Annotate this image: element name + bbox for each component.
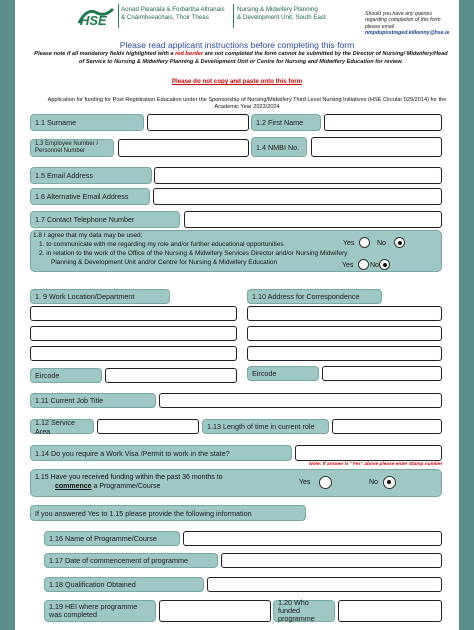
- correspondence-address-input-1[interactable]: [247, 306, 442, 321]
- correspondence-eircode-label: Eircode: [247, 366, 319, 381]
- length-in-role-input[interactable]: [332, 419, 442, 434]
- if-yes-note: If you answered Yes to 1.15 please provide the following information: [30, 505, 306, 521]
- nmbi-no-label: 1.4 NMBI No.: [251, 137, 307, 157]
- work-location-input-3[interactable]: [30, 346, 237, 361]
- consent-1-text: 1. to communicate with me regarding my role and/or further educational opportunities: [39, 241, 284, 248]
- work-visa-label: 1.14 Do you require a Work Visa /Permit to work in the state?: [30, 445, 292, 461]
- who-funded-label: [273, 600, 335, 622]
- org-english-name: [237, 6, 326, 21]
- work-location-input-2[interactable]: [30, 326, 237, 341]
- org-english-line-1: Nursing & Midwifery Planning: [237, 6, 318, 13]
- current-job-title-label: 1.11 Current Job Title: [30, 393, 156, 408]
- mandatory-note-text: Please note if all mandatory fields highlighted with a: [34, 51, 176, 57]
- first-name-input[interactable]: [324, 114, 442, 131]
- email-input[interactable]: [154, 167, 442, 184]
- svg-text:HSE: HSE: [80, 13, 107, 27]
- work-location-label: 1. 9 Work Location/Department: [30, 289, 170, 304]
- header-divider-left: [118, 4, 119, 28]
- org-irish-name: [121, 6, 225, 21]
- correspondence-eircode-input[interactable]: [322, 366, 442, 381]
- funding-question-line-1: 1.15 Have you received funding within the past 36 months to: [35, 474, 223, 481]
- consent-1-yes-label: Yes: [343, 240, 355, 247]
- programme-course-label: 1.16 Name of Programme/Course: [44, 531, 180, 546]
- service-area-input[interactable]: [97, 419, 199, 434]
- hei-label-line-1: 1.19 HEI where programme: [49, 602, 138, 611]
- consent-2-no-label: No: [370, 262, 379, 269]
- phone-input[interactable]: [184, 211, 442, 228]
- application-title: Application for funding for Post Registration Education under the Sponsorship of Nursing/Midwifery Third Level Nursing Initiatives (HSE Circular 029/2014) for the Academic Year 2023/2024: [47, 97, 447, 110]
- mandatory-note-text-rest: are not completed the form cannot be submitted by the Director of Nursing/ Midwifery/Head of Service to Nursing & Midwifery Planning & Development Unit or Centre for Nursing and Midwifery Education for review.: [79, 51, 448, 65]
- query-note-line-3: please email: [365, 23, 395, 30]
- qualification-label: 1.18 Qualification Obtained: [44, 577, 204, 592]
- work-visa-input[interactable]: [295, 445, 442, 461]
- service-area-label: 1.12 Service Area: [30, 419, 94, 434]
- work-eircode-label: Eircode: [30, 368, 102, 383]
- hse-logo-icon: [77, 5, 115, 27]
- employee-number-label: [30, 139, 114, 157]
- email-label: 1.5 Email Address: [30, 167, 152, 184]
- mandatory-note: [31, 51, 451, 66]
- employee-number-input[interactable]: [118, 139, 249, 157]
- consent-intro: 1.8 I agree that my data may be used;: [33, 232, 143, 239]
- consent-2-yes-radio[interactable]: [358, 259, 369, 270]
- funding-yes-radio[interactable]: [319, 476, 332, 489]
- work-location-input-1[interactable]: [30, 306, 237, 321]
- qualification-input[interactable]: [207, 577, 442, 592]
- funding-no-label: No: [369, 479, 378, 486]
- current-job-title-input[interactable]: [159, 393, 442, 408]
- consent-2-text-line-2: Planning & Development Unit and/or Centre for Nursing & Midwifery Education: [51, 259, 278, 266]
- visa-note: Note: If answer is "Yes" above please enter Stamp number: [309, 462, 443, 467]
- hei-input[interactable]: [159, 600, 271, 622]
- surname-input[interactable]: [147, 114, 249, 131]
- no-copy-note: Please do not copy and paste onto this form: [171, 78, 303, 85]
- correspondence-address-label: 1.10 Address for Correspondence: [247, 289, 382, 304]
- consent-1-no-label: No: [377, 240, 386, 247]
- alt-email-input[interactable]: [153, 188, 442, 205]
- org-irish-line-1: Aonad Pleanála & Forbartha Altranais: [121, 6, 225, 13]
- instructions-title[interactable]: Please read applicant instructions before completing this form: [119, 40, 355, 50]
- date-commencement-label: 1.17 Date of commencement of programme: [44, 553, 218, 568]
- nmbi-no-input[interactable]: [311, 137, 442, 157]
- phone-label: 1.7 Contact Telephone Number: [30, 211, 180, 228]
- first-name-label: 1.2 First Name: [251, 114, 321, 131]
- org-english-line-2: & Development Unit, South East: [237, 13, 326, 21]
- funding-question-line-2: [55, 483, 160, 490]
- funding-yes-label: Yes: [299, 479, 311, 486]
- who-funded-label-line-1: 1.20 Who funded: [278, 598, 309, 615]
- length-in-role-label: 1.13 Length of time in current role: [202, 419, 329, 434]
- date-commencement-input[interactable]: [221, 553, 442, 568]
- funding-question-commence: commence: [55, 483, 92, 490]
- consent-1-yes-radio[interactable]: [359, 237, 370, 248]
- consent-2-yes-label: Yes: [342, 262, 354, 269]
- consent-2-no-radio[interactable]: [379, 259, 390, 270]
- consent-1-no-radio[interactable]: [394, 237, 405, 248]
- surname-label: 1.1 Surname: [30, 114, 144, 131]
- correspondence-address-input-3[interactable]: [247, 346, 442, 361]
- employee-number-label-line-2: Personnel Number: [35, 148, 86, 154]
- hei-label-line-2: was completed: [49, 610, 97, 619]
- org-irish-line-2: & Cnáimhseachais, Thoir Theas: [121, 13, 209, 21]
- work-eircode-input[interactable]: [105, 368, 237, 383]
- hse-logo: [77, 5, 115, 27]
- query-note: [365, 11, 459, 36]
- mandatory-note-red: red border: [175, 51, 204, 57]
- query-note-line-2: regarding completion of this form: [365, 17, 441, 24]
- who-funded-input[interactable]: [338, 600, 442, 622]
- programme-course-input[interactable]: [183, 531, 442, 546]
- funding-question-line-2-rest: a Programme/Course: [91, 483, 161, 490]
- employee-number-label-line-1: 1.3 Employee Number /: [35, 141, 99, 147]
- hei-label: [44, 600, 156, 622]
- who-funded-label-line-2: programme: [278, 614, 315, 623]
- correspondence-address-input-2[interactable]: [247, 326, 442, 341]
- form-page: [15, 0, 459, 630]
- consent-2-text-line-1: 2. in relation to the work of the Office of the Nursing & Midwifery Services Director and/or Nursing Midwifery: [39, 250, 348, 257]
- funding-no-radio[interactable]: [383, 476, 396, 489]
- alt-email-label: 1.6 Alternative Email Address: [30, 188, 150, 205]
- header-divider-right: [233, 4, 234, 28]
- query-email-link[interactable]: nmpdupostreged.kilkenny@hse.ie: [365, 29, 450, 36]
- query-note-line-1: Should you have any queries: [365, 11, 432, 17]
